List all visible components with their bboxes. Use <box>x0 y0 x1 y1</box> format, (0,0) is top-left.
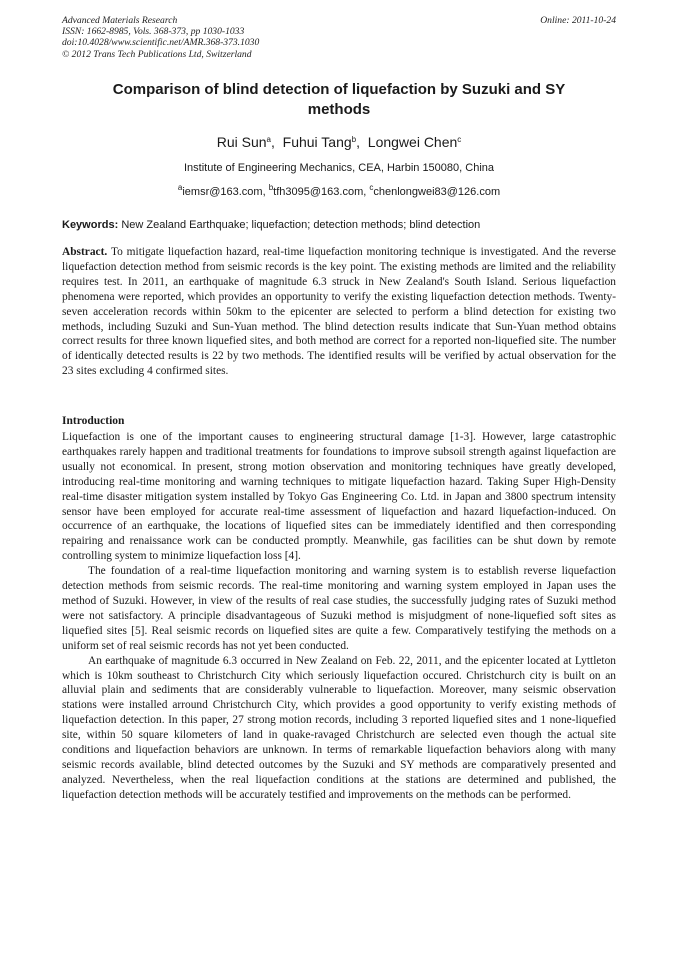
keywords <box>62 218 616 232</box>
email-mark: c <box>369 183 374 192</box>
introduction-body <box>62 430 616 803</box>
email-address[interactable]: iemsr@163.com <box>182 186 263 198</box>
author-separator: , <box>270 134 283 150</box>
author-name: Fuhui Tang <box>282 134 352 150</box>
affiliation: Institute of Engineering Mechanics, CEA, Harbin 150080, China <box>183 162 494 174</box>
online-date: Online: 2011-10-24 <box>540 15 616 26</box>
author-mark: a <box>266 135 271 144</box>
author-separator: , <box>356 134 368 150</box>
email-separator: , <box>262 186 269 198</box>
abstract <box>62 245 616 379</box>
journal-name: Advanced Materials Research <box>62 15 178 26</box>
paper-title: Comparison of blind detection of liquefaction by Suzuki and SY methods <box>112 81 566 118</box>
keywords-text: New Zealand Earthquake; liquefaction; detection methods; blind detection <box>121 219 481 231</box>
email-list <box>0 181 678 199</box>
author-name: Rui Sun <box>216 134 267 150</box>
email-mark: a <box>177 183 183 192</box>
email-address[interactable]: tfh3095@163.com <box>273 186 364 198</box>
keywords-label: Keywords: <box>62 219 119 231</box>
email-address[interactable]: chenlongwei83@126.com <box>373 186 501 198</box>
email-separator: , <box>363 186 370 198</box>
abstract-text: To mitigate liquefaction hazard, real-time liquefaction monitoring technique is investigated. And the reverse liquefaction detection method from seismic records is the key point. The existing methods are limited and the reliability requires test. In 2011, an earthquake of magnitude 6.3 struck in New Zealand's South Island. Serious liquefaction phenomena were reported, which provides an opportunity to verify the existing liquefaction detection methods. Twenty-seven acceleration records within 50km to the epicenter are selected to perform a blind detection for existing two methods, including Suzuki and Sun-Yuan method. The blind detection results indicate that Sun-Yuan method obtains correct results for three known liquefied sites, and both method are correct for a reported non-liquefied site. The number of identically detected results is 22 by two methods. The identified results will be verified by actual observation for the 23 sites excluding 4 confirmed sites. <box>62 246 616 378</box>
paragraph: An earthquake of magnitude 6.3 occurred in New Zealand on Feb. 22, 2011, and the epicenter located at Lyttleton which is 10km southeast to Christchurch City which seriously liquefaction occured. Christchurch city is built on an alluvial plain and sediments that are considerably vulnerable to liquefaction. Moreover, many seismic observation stations were installed arround Christchurch City, which provides a good opportunity to verify existing methods of liquefaction detection. In this paper, 27 strong motion records, including 3 reported liquefied sites and 1 none-liquefied site, within 50 square kilometers of land in quake-ravaged Christchurch are selected even though the actual site conditions and liquefaction behaviors are unknown. In terms of remarkable liquefaction behaviors along with many seismic records available, blind detected outcomes by the Suzuki and SY methods are comparatively presented and analyzed. Nevertheless, when the real liquefaction conditions at the stations are determined and published, the liquefaction detection methods will be accurately testified and improvements on the methods can be performed. <box>62 654 616 801</box>
paragraph: Liquefaction is one of the important causes to engineering structural damage [1-3]. However, large catastrophic earthquakes rarely happen and traditional treatments for foundations to improve subsoil strength against liquefaction are usually not economical. In present, strong motion observation and monitoring techniques have greatly developed, introducing real-time monitoring and warning techniques to mitigate liquefaction hazard. Taking Super High-Density real-time disaster mitigation system installed by Tokyo Gas Engineering Co. Ltd. in Japan and 3800 spectrum intensity sensor have been employed for accurate real-time assessment of liquefaction and hazard liquefaction-induced. On occurrence of an earthquake, the locations of liquefied sites can be immediately identified and then corresponding repairing and renaissance work can be conducted promptly. Meanwhile, gas facilities can be shut down by remote controlling system to minimize liquefaction loss [4]. <box>62 431 616 563</box>
abstract-label: Abstract. <box>62 246 108 258</box>
journal-header <box>62 15 616 60</box>
issn-line: ISSN: 1662-8985, Vols. 368-373, pp 1030-1033 <box>62 26 245 38</box>
introduction-heading: Introduction <box>62 415 125 427</box>
email-mark: b <box>268 183 274 192</box>
paragraph: The foundation of a real-time liquefaction monitoring and warning system is to establish reverse liquefaction detection methods from seismic records. The real-time monitoring and warning system employed in Japan uses the method of Suzuki. However, in view of the results of real case studies, the successfully judging rates of Suzuki method were not satisfactory. A principle disadvantageous of Suzuki method is misjudgment of none-liquefied soft sites as liquefied sites [5]. Real seismic records on liquefied sites are quite a few. Comparatively testifying the methods on a uniform set of real seismic records has not yet been conducted. <box>62 565 616 652</box>
author-list <box>0 132 678 150</box>
author-mark: c <box>457 135 462 144</box>
doi-line: doi:10.4028/www.scientific.net/AMR.368-373.1030 <box>62 37 260 49</box>
copyright-line: © 2012 Trans Tech Publications Ltd, Switzerland <box>62 48 252 60</box>
author-mark: b <box>351 135 357 144</box>
author-name: Longwei Chen <box>367 134 458 150</box>
